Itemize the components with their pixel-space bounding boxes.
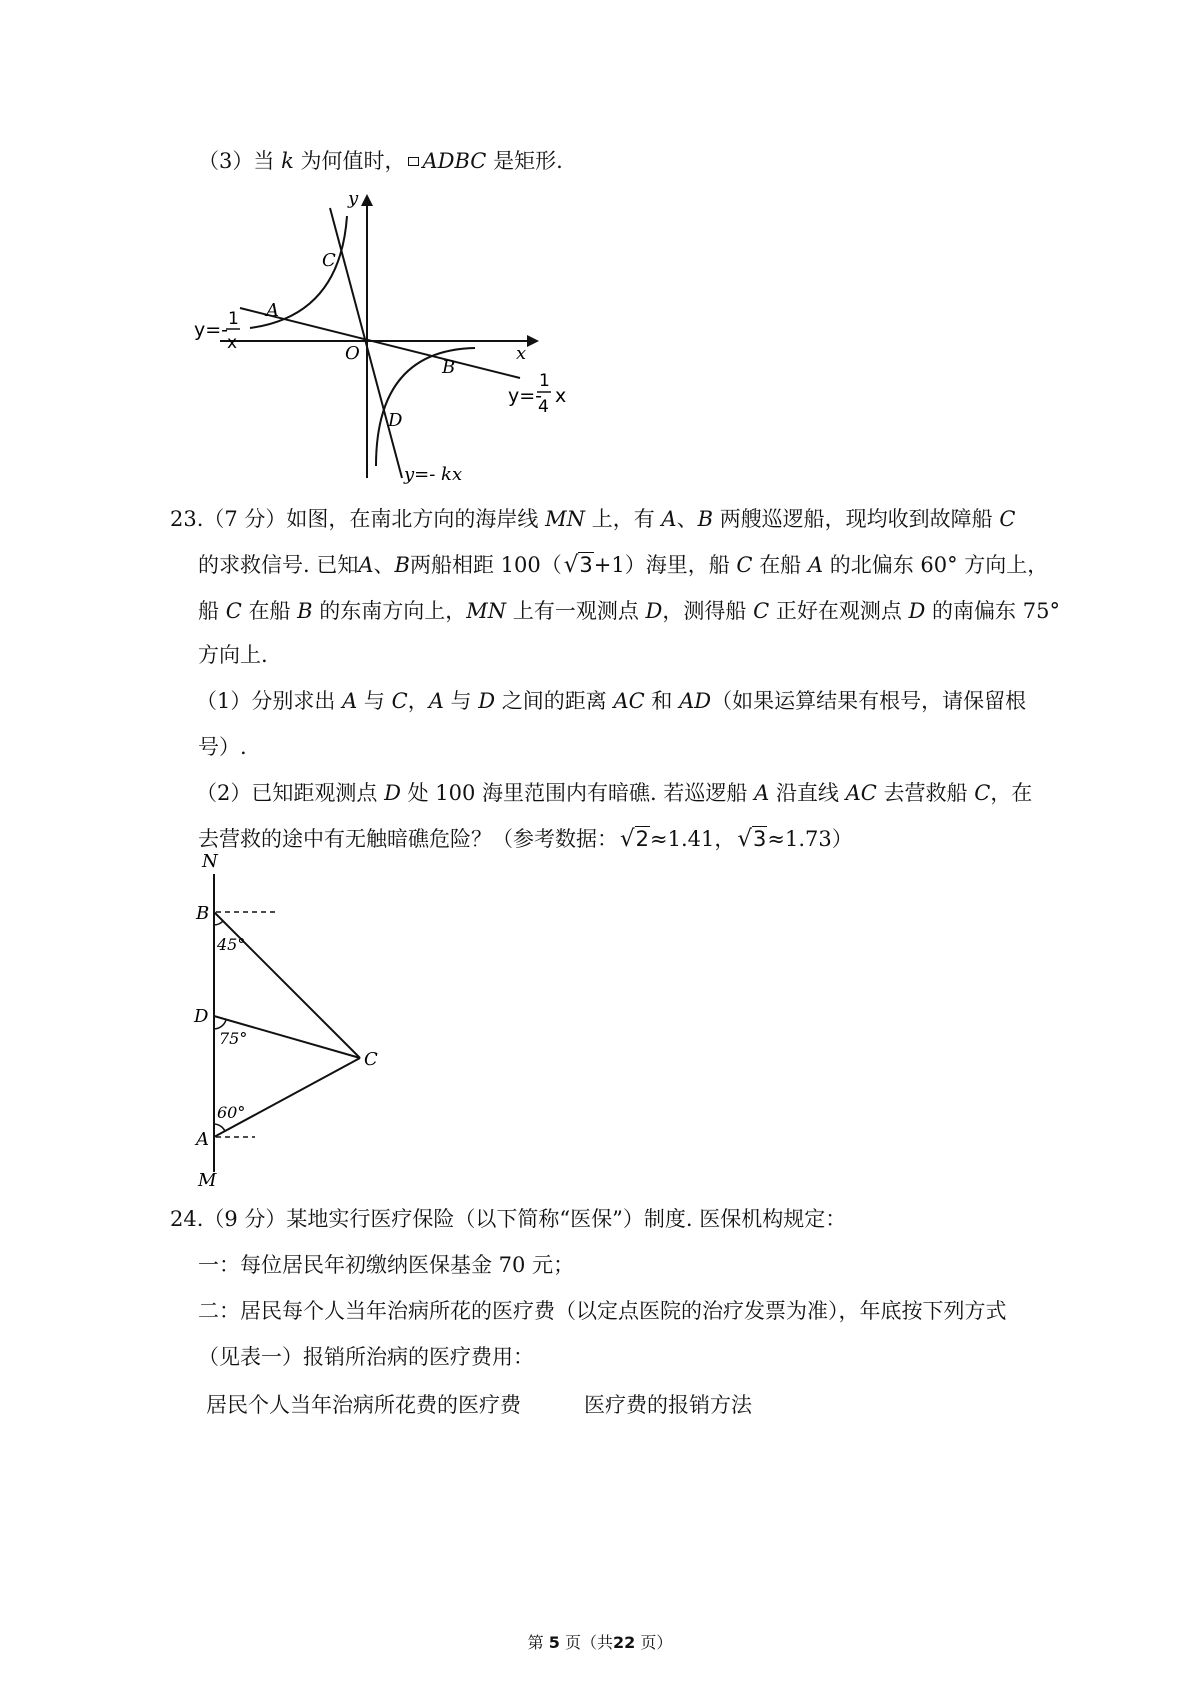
coastline-figure	[190, 852, 410, 1192]
sqrt-three: √3	[737, 826, 767, 852]
sqrt-two: √2	[620, 826, 650, 852]
q24-line-4: （见表一）报销所治病的医疗费用：	[198, 1345, 534, 1369]
label-inverse-prefix: y=-	[194, 319, 229, 341]
page-number: 5	[548, 1633, 560, 1652]
label-line-suffix: x	[555, 385, 567, 407]
angle-arc-b	[214, 921, 223, 925]
label-inverse-numerator: 1	[228, 309, 239, 329]
hyperbola-lower-branch	[376, 348, 475, 466]
q23-line-4: 方向上.	[198, 643, 268, 667]
angle-arc-a	[214, 1124, 225, 1131]
x-axis-arrow	[527, 335, 539, 347]
table-header-col-1: 居民个人当年治病所花费的医疗费	[206, 1393, 521, 1417]
origin-label: O	[345, 343, 360, 364]
q23-line-2: 的求救信号. 已知A、B两船相距 100（√3+1）海里，船 C 在船 A 的北偏东 60° 方向上，	[198, 552, 1049, 578]
segment-ac	[214, 1058, 360, 1137]
label-c: C	[364, 1049, 378, 1070]
q23-part-1: （1）分别求出 A 与 C，A 与 D 之间的距离 AC 和 AD（如果运算结果有根号，请保留根	[196, 689, 1027, 713]
hyperbola-upper-branch	[250, 216, 347, 328]
sqrt-three: √3	[563, 552, 593, 578]
q23-part-2-line-2: 去营救的途中有无触暗礁危险？（参考数据：√2≈1.41，√3≈1.73）	[198, 826, 853, 852]
label-d: D	[194, 1006, 209, 1027]
q24-line-2: 一：每位居民年初缴纳医保基金 70 元；	[198, 1253, 575, 1277]
angle-label-d: 75°	[219, 1029, 248, 1048]
table-header-col-2: 医疗费的报销方法	[584, 1393, 752, 1417]
angle-label-b: 45°	[217, 935, 246, 954]
point-c-label: C	[322, 250, 336, 271]
label-line-prefix: y=-	[508, 385, 543, 407]
coordinate-graph	[190, 188, 590, 493]
label-n: N	[202, 852, 218, 872]
q24-line-1: 24.（9 分）某地实行医疗保险（以下简称“医保”）制度. 医保机构规定：	[170, 1207, 847, 1231]
y-axis-label: y	[348, 188, 359, 209]
q23-part-2: （2）已知距观测点 D 处 100 海里范围内有暗礁. 若巡逻船 A 沿直线 AC 去营救船 C，在	[196, 781, 1033, 805]
parallelogram-symbol	[408, 157, 419, 166]
x-axis-label: x	[516, 343, 527, 364]
question-22-part-3: （3）当 k 为何值时， ADBC 是矩形.	[198, 149, 563, 173]
angle-arc-d	[214, 1020, 226, 1029]
q23-line-1: 23.（7 分）如图，在南北方向的海岸线 MN 上，有 A、B 两艘巡逻船，现均收到故障船 C	[170, 507, 1016, 531]
y-axis-arrow	[361, 194, 373, 206]
label-line-denominator: 4	[538, 397, 549, 417]
label-inverse-denominator: x	[227, 333, 238, 353]
point-b-label: B	[442, 357, 456, 378]
line-quarter	[240, 308, 520, 378]
angle-label-a: 60°	[217, 1103, 246, 1122]
label-line-numerator: 1	[539, 371, 550, 391]
label-m: M	[198, 1170, 217, 1191]
q23-line-3: 船 C 在船 B 的东南方向上，MN 上有一观测点 D，测得船 C 正好在观测点 D 的南偏东 75°	[198, 599, 1060, 623]
point-a-label: A	[266, 300, 279, 321]
page-footer: 第 5 页（共22 页）	[527, 1633, 673, 1652]
point-d-label: D	[388, 410, 403, 431]
page-total: 22	[612, 1633, 636, 1652]
label-a: A	[196, 1129, 209, 1150]
q24-line-3: 二：居民每个人当年治病所花的医疗费（以定点医院的治疗发票为准），年底按下列方式	[198, 1299, 1007, 1323]
q23-part-1-line-2: 号）.	[198, 735, 247, 759]
label-kx: y=- kx	[404, 464, 463, 485]
label-b: B	[196, 903, 210, 924]
